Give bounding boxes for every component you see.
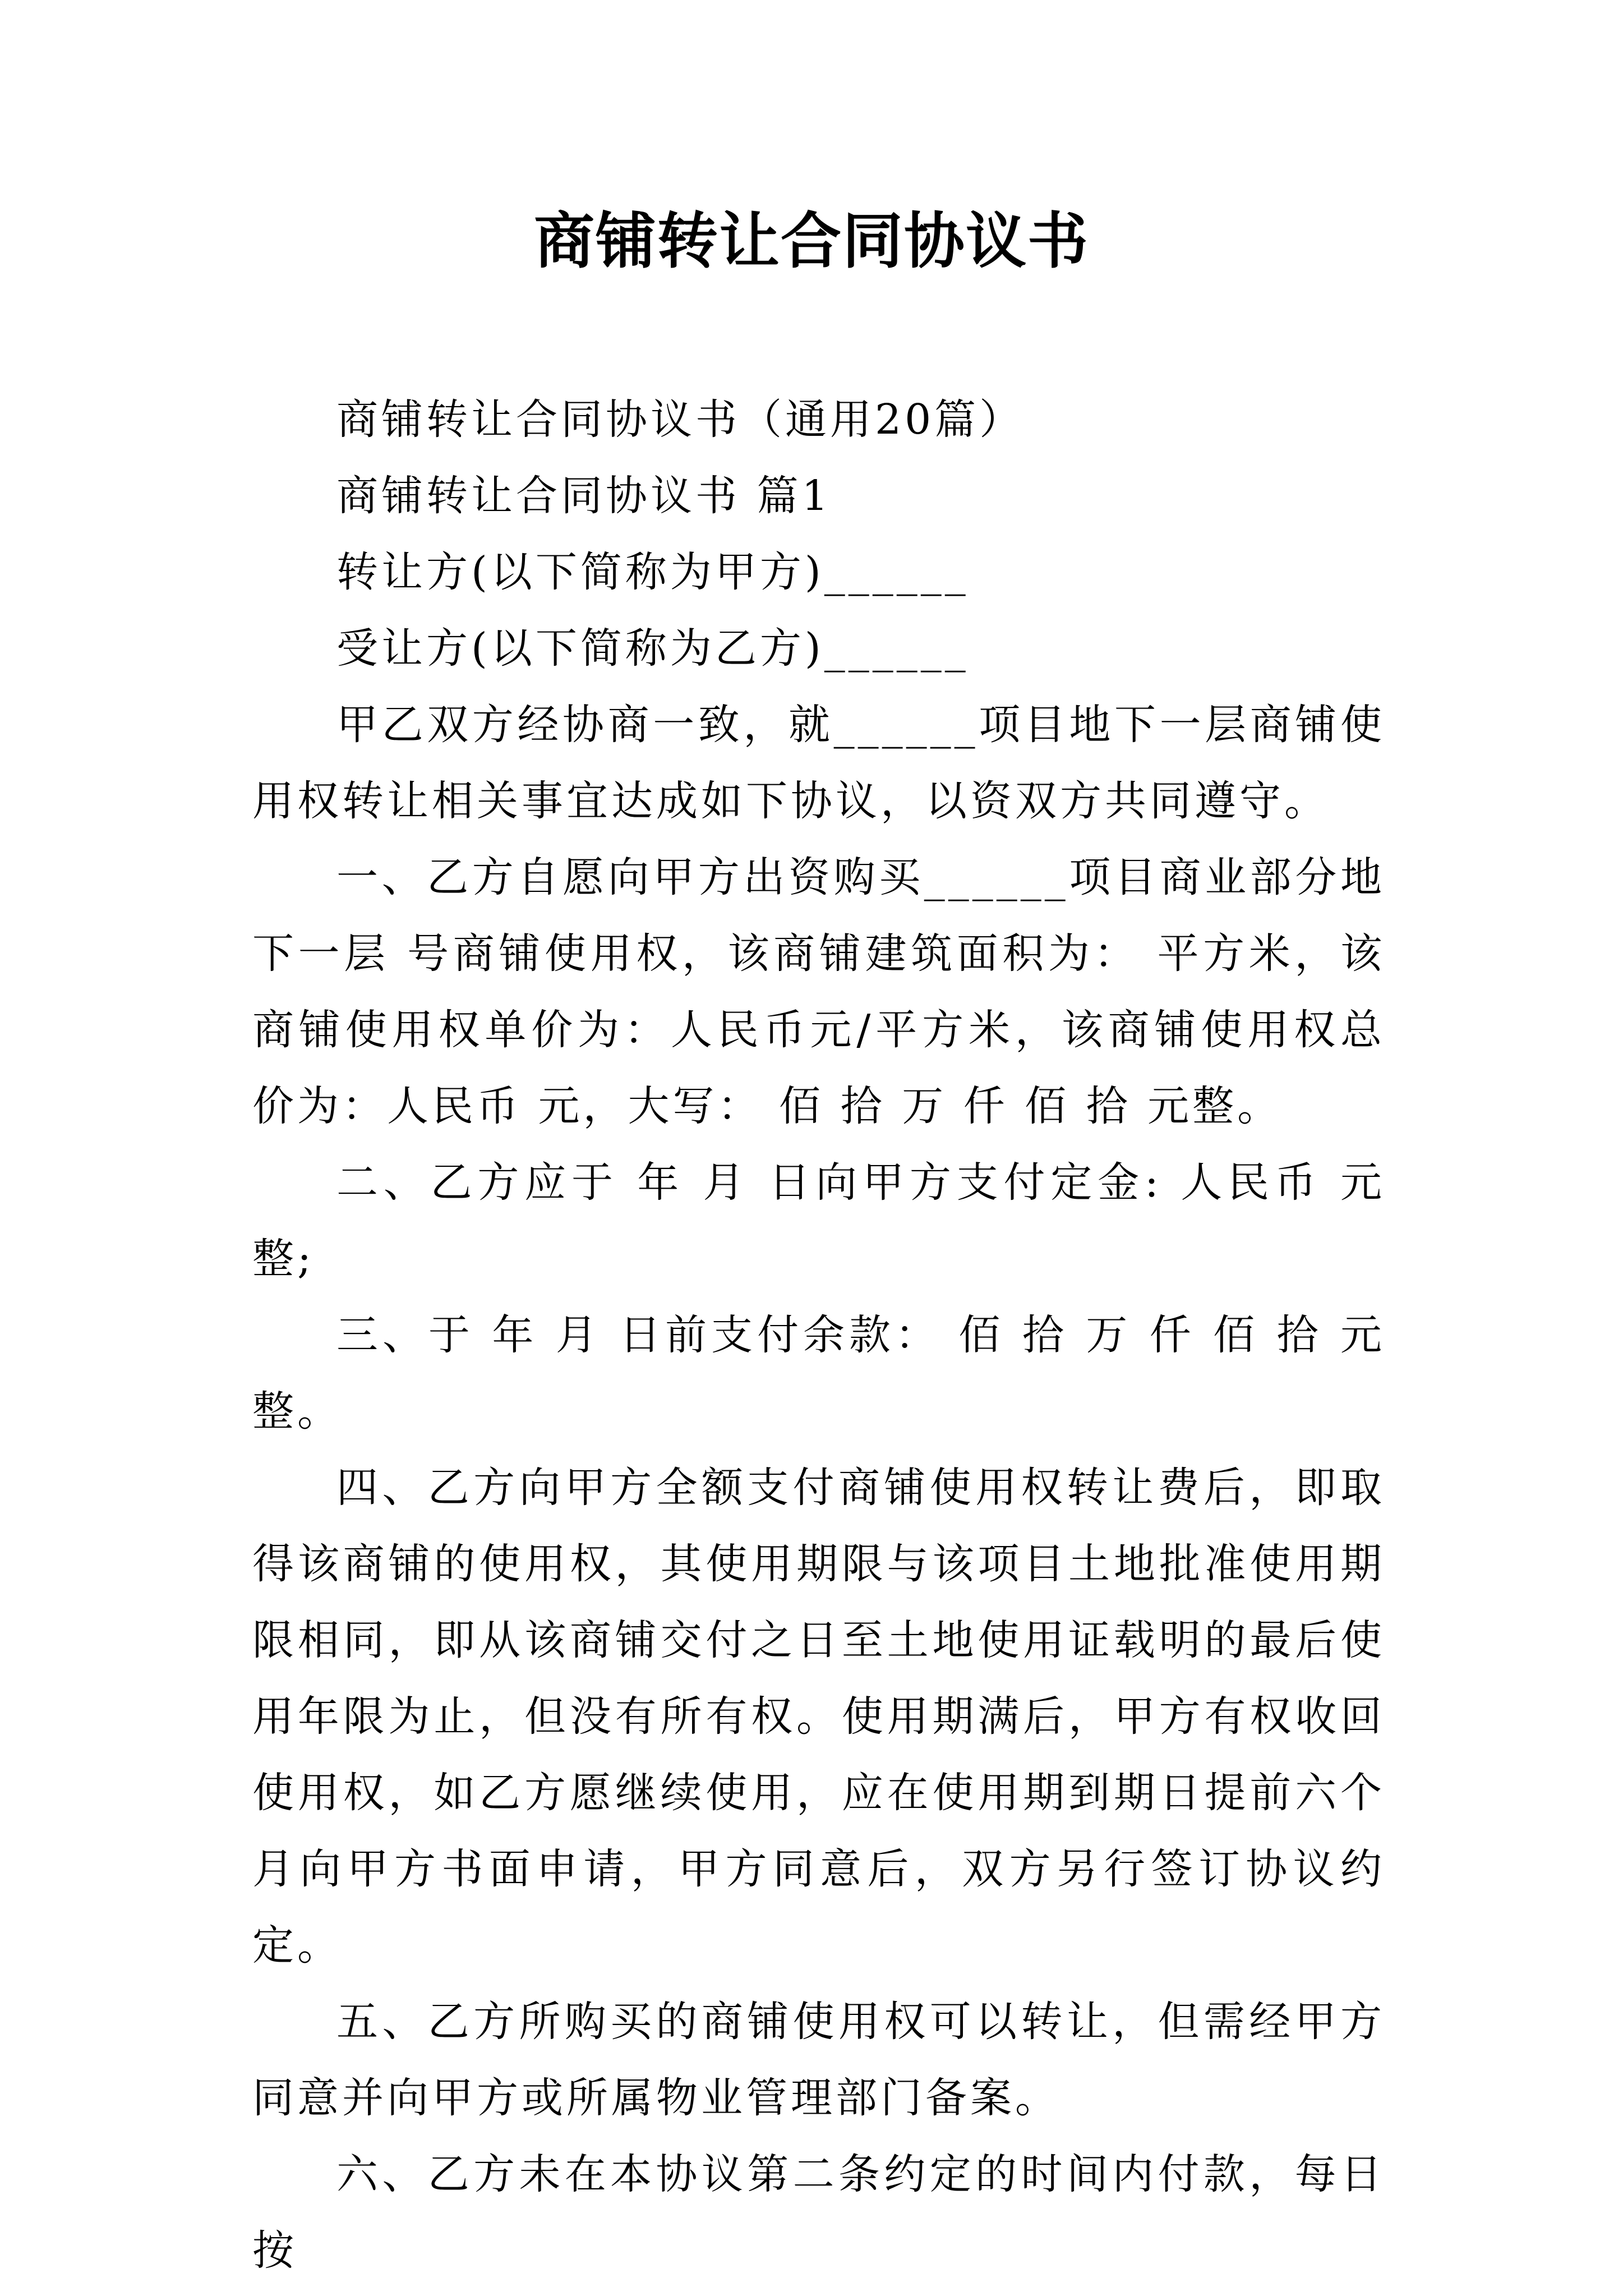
paragraph-subtitle: 商铺转让合同协议书（通用20篇）: [336, 395, 1025, 444]
paragraph-clause-5: 五、乙方所购买的商铺使用权可以转让，但需经甲方同意并向甲方或所属物业管理部门备案。: [252, 1998, 1385, 2122]
document-title: 商铺转让合同协议书: [533, 206, 1089, 277]
paragraph-clause-6: 六、乙方未在本协议第二条约定的时间内付款，每日按: [252, 2150, 1385, 2275]
paragraph-clause-4: 四、乙方向甲方全额支付商铺使用权转让费后，即取得该商铺的使用权，其使用期限与该项目土地批准使用期限相同，即从该商铺交付之日至土地使用证载明的最后使用年限为止，但没有所有权。使用期满后，甲方有权收回使用权，如乙方愿继续使用，应在使用期到期日提前六个月向甲方书面申请，甲方同意后，双方另行签订协议约定。: [252, 1464, 1385, 1970]
paragraph-preamble: 甲乙双方经协商一致，就______项目地下一层商铺使用权转让相关事宜达成如下协议，以资双方共同遵守。: [252, 701, 1385, 825]
document-body: [252, 381, 1385, 2289]
paragraph-transferee: 受让方(以下简称为乙方)______: [336, 624, 969, 673]
paragraph-section-heading: 商铺转让合同协议书 篇1: [336, 472, 832, 520]
paragraph-clause-1: 一、乙方自愿向甲方出资购买______项目商业部分地下一层 号商铺使用权，该商铺建筑面积为： 平方米，该商铺使用权单价为：人民币元/平方米，该商铺使用权总价为：人民币 元，大写： 佰 拾 万 仟 佰 拾 元整。: [252, 853, 1385, 1130]
paragraph-clause-2: 二、乙方应于 年 月 日向甲方支付定金: 人民币 元整;: [252, 1158, 1385, 1283]
paragraph-clause-3: 三、于 年 月 日前支付余款： 佰 拾 万 仟 佰 拾 元整。: [252, 1311, 1385, 1435]
paragraph-transferor: 转让方(以下简称为甲方)______: [336, 548, 969, 596]
